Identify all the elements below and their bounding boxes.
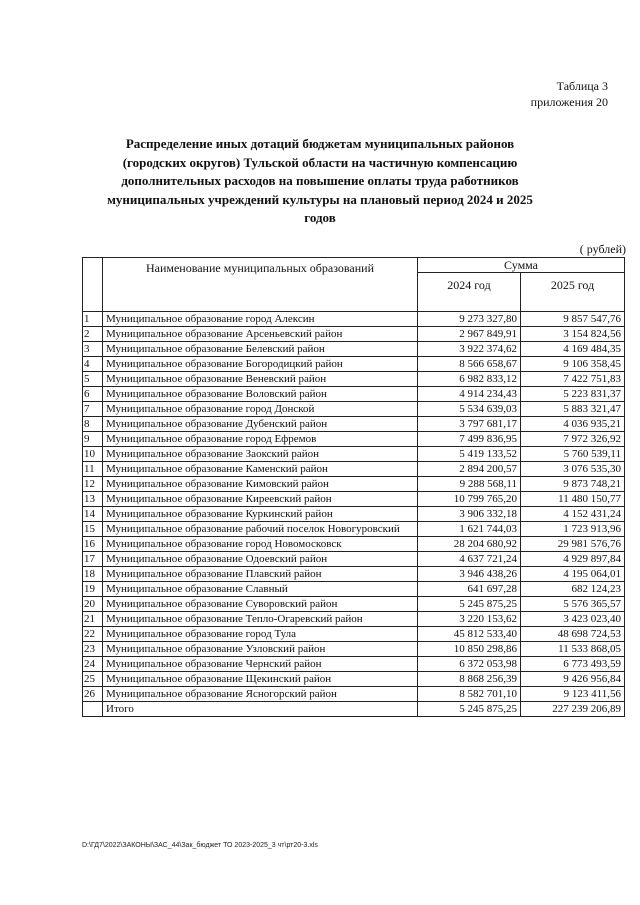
row-value-2025: 9 426 956,84	[521, 672, 625, 687]
row-name: Муниципальное образование Арсеньевский район	[103, 327, 418, 342]
row-number: 26	[83, 687, 103, 702]
total-value-2024: 5 245 875,25	[418, 702, 521, 717]
table-row	[83, 567, 625, 582]
row-name: Муниципальное образование город Тула	[103, 627, 418, 642]
row-value-2025: 5 760 539,11	[521, 447, 625, 462]
row-number: 17	[83, 552, 103, 567]
row-number: 15	[83, 522, 103, 537]
total-label: Итого	[103, 702, 418, 717]
row-value-2024: 4 637 721,24	[418, 552, 521, 567]
table-row	[83, 372, 625, 387]
row-value-2025: 5 223 831,37	[521, 387, 625, 402]
row-value-2025: 3 423 023,40	[521, 612, 625, 627]
row-value-2025: 9 123 411,56	[521, 687, 625, 702]
table-row	[83, 477, 625, 492]
row-value-2025: 4 929 897,84	[521, 552, 625, 567]
row-name: Муниципальное образование Узловский район	[103, 642, 418, 657]
row-value-2024: 3 906 332,18	[418, 507, 521, 522]
row-value-2025: 48 698 724,53	[521, 627, 625, 642]
row-number: 11	[83, 462, 103, 477]
row-number: 14	[83, 507, 103, 522]
row-number: 20	[83, 597, 103, 612]
row-number: 25	[83, 672, 103, 687]
row-value-2024: 4 914 234,43	[418, 387, 521, 402]
table-row	[83, 492, 625, 507]
appendix-number: приложения 20	[530, 95, 608, 109]
row-value-2024: 28 204 680,92	[418, 537, 521, 552]
row-name: Муниципальное образование Тепло-Огаревский район	[103, 612, 418, 627]
header-sum: Сумма	[418, 258, 625, 273]
row-value-2025: 3 076 535,30	[521, 462, 625, 477]
row-number: 13	[83, 492, 103, 507]
row-value-2025: 4 169 484,35	[521, 342, 625, 357]
table-row	[83, 537, 625, 552]
row-value-2024: 5 419 133,52	[418, 447, 521, 462]
row-value-2024: 9 273 327,80	[418, 312, 521, 327]
row-value-2025: 4 195 064,01	[521, 567, 625, 582]
row-number: 10	[83, 447, 103, 462]
row-value-2024: 45 812 533,40	[418, 627, 521, 642]
table-row	[83, 432, 625, 447]
table-row	[83, 612, 625, 627]
row-name: Муниципальное образование Воловский район	[103, 387, 418, 402]
row-value-2024: 5 245 875,25	[418, 597, 521, 612]
row-name: Муниципальное образование город Алексин	[103, 312, 418, 327]
row-number: 18	[83, 567, 103, 582]
row-number: 23	[83, 642, 103, 657]
document-title: Распределение иных дотаций бюджетам муниципальных районов (городских округов) Тульской области на частичную компенсацию дополнительных расходов на повышение оплаты труда работников муниципальных учреждений культуры на плановый период 2024 и 2025 годов	[107, 136, 533, 225]
table-row	[83, 312, 625, 327]
row-value-2025: 5 883 321,47	[521, 402, 625, 417]
row-number: 3	[83, 342, 103, 357]
row-value-2025: 9 106 358,45	[521, 357, 625, 372]
table-row	[83, 642, 625, 657]
row-value-2024: 6 372 053,98	[418, 657, 521, 672]
row-number: 12	[83, 477, 103, 492]
row-name: Муниципальное образование Богородицкий район	[103, 357, 418, 372]
table-body	[83, 312, 625, 702]
row-number: 4	[83, 357, 103, 372]
row-number: 22	[83, 627, 103, 642]
table-row	[83, 522, 625, 537]
header-name: Наименование муниципальных образований	[103, 258, 418, 312]
header-number	[83, 258, 103, 312]
row-value-2025: 7 972 326,92	[521, 432, 625, 447]
total-num-cell	[83, 702, 103, 717]
row-name: Муниципальное образование Одоевский район	[103, 552, 418, 567]
row-value-2025: 1 723 913,96	[521, 522, 625, 537]
table-number: Таблица 3	[556, 79, 608, 93]
total-row	[83, 702, 625, 717]
table-reference	[500, 78, 608, 110]
row-name: Муниципальное образование рабочий поселок Новогуровский	[103, 522, 418, 537]
row-value-2024: 3 946 438,26	[418, 567, 521, 582]
file-path-footer: D:\ГД7\2022\ЗАКОНЫ\ЗАС_44\Зак_бюджет ТО 2023-2025_3 чт\рт20-3.xls	[82, 842, 318, 849]
row-name: Муниципальное образование Заокский район	[103, 447, 418, 462]
row-name: Муниципальное образование Киреевский район	[103, 492, 418, 507]
row-value-2024: 2 967 849,91	[418, 327, 521, 342]
row-value-2025: 682 124,23	[521, 582, 625, 597]
row-value-2024: 9 288 568,11	[418, 477, 521, 492]
row-number: 6	[83, 387, 103, 402]
table-row	[83, 552, 625, 567]
row-number: 5	[83, 372, 103, 387]
row-value-2024: 8 582 701,10	[418, 687, 521, 702]
row-name: Муниципальное образование Щекинский район	[103, 672, 418, 687]
table-row	[83, 327, 625, 342]
row-number: 9	[83, 432, 103, 447]
row-value-2025: 11 480 150,77	[521, 492, 625, 507]
table-row	[83, 402, 625, 417]
header-year-2025: 2025 год	[521, 273, 625, 312]
row-value-2024: 3 922 374,62	[418, 342, 521, 357]
table-row	[83, 342, 625, 357]
row-value-2025: 9 873 748,21	[521, 477, 625, 492]
units-label: ( рублей)	[579, 242, 626, 256]
table-row	[83, 507, 625, 522]
row-value-2025: 4 152 431,24	[521, 507, 625, 522]
table-row	[83, 582, 625, 597]
row-name: Муниципальное образование Куркинский район	[103, 507, 418, 522]
row-number: 8	[83, 417, 103, 432]
row-name: Муниципальное образование Суворовский район	[103, 597, 418, 612]
row-value-2025: 3 154 824,56	[521, 327, 625, 342]
row-number: 16	[83, 537, 103, 552]
row-name: Муниципальное образование Дубенский район	[103, 417, 418, 432]
row-name: Муниципальное образование город Новомосковск	[103, 537, 418, 552]
row-value-2024: 8 566 658,67	[418, 357, 521, 372]
row-value-2024: 3 220 153,62	[418, 612, 521, 627]
total-value-2025: 227 239 206,89	[521, 702, 625, 717]
table-row	[83, 672, 625, 687]
table-row	[83, 627, 625, 642]
row-value-2024: 8 868 256,39	[418, 672, 521, 687]
row-number: 2	[83, 327, 103, 342]
row-value-2025: 4 036 935,21	[521, 417, 625, 432]
row-name: Муниципальное образование Ясногорский район	[103, 687, 418, 702]
row-number: 24	[83, 657, 103, 672]
row-name: Муниципальное образование Белевский район	[103, 342, 418, 357]
row-value-2024: 5 534 639,03	[418, 402, 521, 417]
row-value-2024: 10 799 765,20	[418, 492, 521, 507]
row-name: Муниципальное образование Чернский район	[103, 657, 418, 672]
row-name: Муниципальное образование город Донской	[103, 402, 418, 417]
row-value-2024: 3 797 681,17	[418, 417, 521, 432]
row-value-2024: 1 621 744,03	[418, 522, 521, 537]
row-value-2024: 6 982 833,12	[418, 372, 521, 387]
distribution-table	[82, 257, 625, 717]
table-row	[83, 417, 625, 432]
row-name: Муниципальное образование Славный	[103, 582, 418, 597]
row-name: Муниципальное образование Кимовский район	[103, 477, 418, 492]
row-value-2025: 9 857 547,76	[521, 312, 625, 327]
row-name: Муниципальное образование Веневский район	[103, 372, 418, 387]
row-name: Муниципальное образование Каменский район	[103, 462, 418, 477]
row-value-2024: 7 499 836,95	[418, 432, 521, 447]
row-number: 7	[83, 402, 103, 417]
table-row	[83, 597, 625, 612]
row-value-2024: 2 894 200,57	[418, 462, 521, 477]
row-name: Муниципальное образование город Ефремов	[103, 432, 418, 447]
row-value-2024: 10 850 298,86	[418, 642, 521, 657]
row-number: 21	[83, 612, 103, 627]
row-value-2025: 6 773 493,59	[521, 657, 625, 672]
table-row	[83, 657, 625, 672]
row-value-2025: 5 576 365,57	[521, 597, 625, 612]
row-name: Муниципальное образование Плавский район	[103, 567, 418, 582]
header-year-2024: 2024 год	[418, 273, 521, 312]
table-row	[83, 462, 625, 477]
row-value-2025: 7 422 751,83	[521, 372, 625, 387]
table-row	[83, 357, 625, 372]
row-value-2025: 29 981 576,76	[521, 537, 625, 552]
row-value-2025: 11 533 868,05	[521, 642, 625, 657]
row-value-2024: 641 697,28	[418, 582, 521, 597]
row-number: 19	[83, 582, 103, 597]
table-row	[83, 687, 625, 702]
table-row	[83, 387, 625, 402]
row-number: 1	[83, 312, 103, 327]
table-row	[83, 447, 625, 462]
